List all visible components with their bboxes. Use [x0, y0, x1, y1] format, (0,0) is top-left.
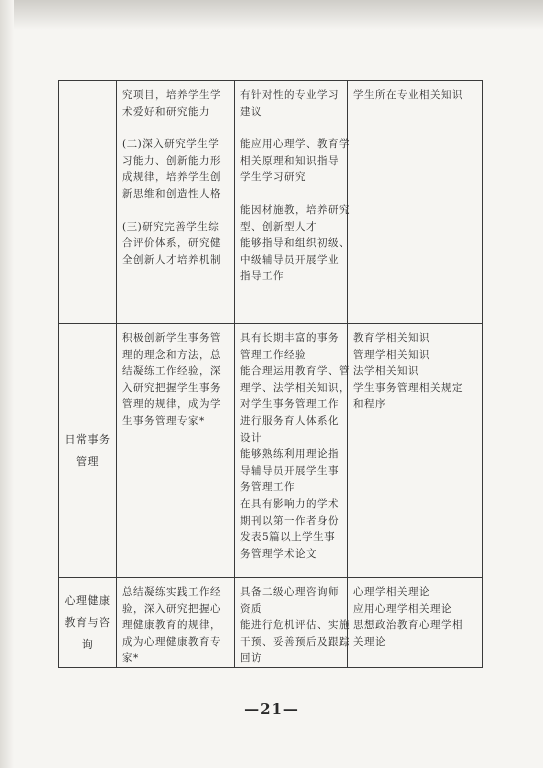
- cell-line: 具有长期丰富的事务: [240, 332, 339, 344]
- goals-cell: [117, 81, 235, 324]
- cell-paragraph: [240, 202, 350, 285]
- cell-line: 具备二级心理咨询师: [240, 586, 339, 598]
- paragraph-gap: [122, 203, 230, 219]
- cell-line: 积极创新学生事务管: [122, 332, 221, 344]
- cell-line: 管理的规律，成为学: [122, 398, 221, 411]
- cell-line: 生事务管理专家*: [122, 414, 205, 427]
- cell-line: 术爱好和研究能力: [122, 105, 210, 118]
- cell-line: 导辅导员开展学生事: [240, 464, 339, 477]
- cell-line: 关理论: [353, 635, 386, 648]
- cell-line: 设计: [240, 431, 262, 444]
- table-row: [59, 324, 483, 578]
- cell-line: 相关原理和知识指导: [240, 154, 339, 167]
- paragraph-gap: [122, 120, 230, 136]
- scan-shadow-left: [0, 0, 14, 768]
- abilities-cell: [235, 324, 348, 578]
- cell-line: 结凝练工作经验，深: [122, 365, 221, 378]
- cell-line: 务管理学术论文: [240, 547, 317, 560]
- cell-paragraph: [122, 330, 230, 430]
- cell-line: 对学生事务管理工作: [240, 398, 339, 411]
- cell-line: 管理学相关知识: [353, 348, 430, 361]
- cell-paragraph: [122, 219, 230, 269]
- cell-paragraph: [353, 330, 478, 413]
- cell-paragraph: [122, 584, 230, 667]
- cell-line: 思想政治教育心理学相: [353, 619, 463, 632]
- abilities-cell: [235, 578, 348, 668]
- cell-line: 资质: [240, 602, 262, 615]
- category-cell: 日常事务管理: [59, 324, 117, 578]
- cell-line: 能进行危机评估、实施: [240, 619, 350, 632]
- goals-cell: [117, 578, 235, 668]
- cell-line: 家*: [122, 652, 139, 665]
- cell-line: 和程序: [353, 398, 386, 411]
- cell-line: 在具有影响力的学术: [240, 497, 339, 510]
- cell-line: 究项目，培养学生学: [122, 89, 221, 101]
- cell-line: 学生所在专业相关知识: [353, 89, 463, 101]
- cell-line: 全创新人才培养机制: [122, 253, 221, 266]
- paragraph-gap: [240, 186, 343, 202]
- cell-line: 能合理运用教育学、管: [240, 365, 350, 378]
- cell-line: 成规律，培养学生创: [122, 171, 221, 184]
- cell-line: 习能力、创新能力形: [122, 154, 221, 167]
- cell-line: (二)深入研究学生学: [122, 138, 220, 151]
- cell-line: 进行服务育人体系化: [240, 414, 339, 427]
- knowledge-cell: [348, 578, 483, 668]
- cell-paragraph: [240, 87, 343, 120]
- cell-paragraph: [122, 87, 230, 120]
- table-row: [59, 578, 483, 668]
- cell-line: 新思维和创造性人格: [122, 187, 221, 200]
- cell-line: 验，深入研究把握心: [122, 602, 221, 615]
- table-row: [59, 81, 483, 324]
- cell-line: 中级辅导员开展学业: [240, 253, 339, 266]
- cell-line: 型、创新型人才: [240, 220, 317, 233]
- category-cell: 心理健康教育与咨询: [59, 578, 117, 668]
- cell-line: 管理工作经验: [240, 348, 306, 361]
- cell-line: 理学、法学相关知识，: [240, 381, 350, 394]
- cell-line: 建议: [240, 105, 262, 118]
- page-number: —21—: [244, 700, 299, 718]
- cell-line: 法学相关知识: [353, 365, 419, 378]
- cell-line: 能应用心理学、教育学: [240, 138, 350, 151]
- cell-line: 发表5篇以上学生事: [240, 531, 336, 544]
- cell-line: (三)研究完善学生综: [122, 220, 220, 233]
- cell-paragraph: [240, 330, 350, 562]
- paragraph-gap: [240, 120, 343, 136]
- cell-line: 教育学相关知识: [353, 332, 430, 344]
- cell-paragraph: [353, 87, 478, 104]
- goals-cell: [117, 324, 235, 578]
- cell-line: 期刊以第一作者身份: [240, 514, 339, 527]
- cell-line: 有针对性的专业学习: [240, 89, 339, 101]
- cell-line: 干预、妥善预后及跟踪: [240, 635, 350, 648]
- cell-line: 理健康教育的规律，: [122, 619, 221, 632]
- cell-paragraph: [240, 136, 350, 186]
- cell-line: 成为心理健康教育专: [122, 635, 221, 648]
- cell-line: 能因材施教，培养研究: [240, 203, 350, 216]
- standards-table: [58, 80, 483, 668]
- cell-line: 总结凝练实践工作经: [122, 586, 221, 598]
- cell-line: 学生学习研究: [240, 171, 306, 184]
- cell-line: 回访: [240, 652, 262, 665]
- category-cell: [59, 81, 117, 324]
- cell-line: 应用心理学相关理论: [353, 602, 452, 615]
- abilities-cell: [235, 81, 348, 324]
- cell-line: 合评价体系，研究健: [122, 237, 221, 250]
- cell-line: 心理学相关理论: [353, 586, 430, 598]
- cell-line: 入研究把握学生事务: [122, 381, 221, 394]
- cell-line: 学生事务管理相关规定: [353, 381, 463, 394]
- cell-line: 务管理工作: [240, 481, 295, 494]
- cell-paragraph: [353, 584, 478, 650]
- knowledge-cell: [348, 324, 483, 578]
- cell-line: 能够指导和组织初级、: [240, 237, 350, 250]
- cell-line: 能够熟练利用理论指: [240, 448, 339, 461]
- cell-line: 指导工作: [240, 270, 284, 283]
- scan-shadow-top: [0, 0, 543, 30]
- cell-line: 理的理念和方法，总: [122, 348, 221, 361]
- cell-paragraph: [122, 136, 230, 202]
- knowledge-cell: [348, 81, 483, 324]
- cell-paragraph: [240, 584, 350, 667]
